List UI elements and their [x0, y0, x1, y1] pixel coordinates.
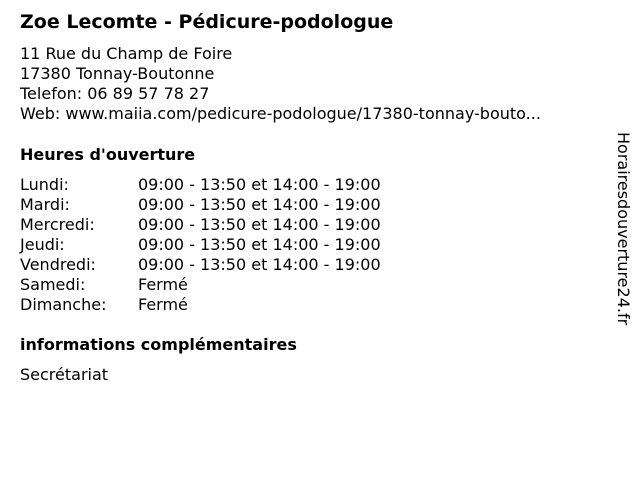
hours-heading: Heures d'ouverture — [20, 145, 196, 164]
day-hours: 09:00 - 13:50 et 14:00 - 19:00 — [138, 255, 381, 274]
day-hours: Fermé — [138, 275, 188, 294]
day-hours: 09:00 - 13:50 et 14:00 - 19:00 — [138, 215, 381, 234]
day-label: Lundi: — [20, 175, 69, 194]
day-label: Jeudi: — [20, 235, 65, 254]
brand-text: Horairesdouverture24.fr — [614, 132, 633, 326]
day-hours: 09:00 - 13:50 et 14:00 - 19:00 — [138, 235, 381, 254]
day-label: Mercredi: — [20, 215, 95, 234]
day-label: Samedi: — [20, 275, 86, 294]
day-hours: 09:00 - 13:50 et 14:00 - 19:00 — [138, 195, 381, 214]
address-line-city: 17380 Tonnay-Boutonne — [20, 64, 215, 83]
web-line: Web: www.maiia.com/pedicure-podologue/17380-tonnay-bouto... — [20, 104, 541, 123]
day-hours: 09:00 - 13:50 et 14:00 - 19:00 — [138, 175, 381, 194]
day-label: Mardi: — [20, 195, 70, 214]
phone-line: Telefon: 06 89 57 78 27 — [20, 84, 210, 103]
day-label: Dimanche: — [20, 295, 107, 314]
day-hours: Fermé — [138, 295, 188, 314]
contact-block — [20, 44, 541, 124]
day-label: Vendredi: — [20, 255, 96, 274]
info-heading: informations complémentaires — [20, 335, 297, 354]
info-text: Secrétariat — [20, 365, 109, 384]
address-line-street: 11 Rue du Champ de Foire — [20, 44, 233, 63]
brand-watermark — [613, 132, 633, 342]
business-name: Zoe Lecomte - Pédicure-podologue — [20, 11, 394, 33]
